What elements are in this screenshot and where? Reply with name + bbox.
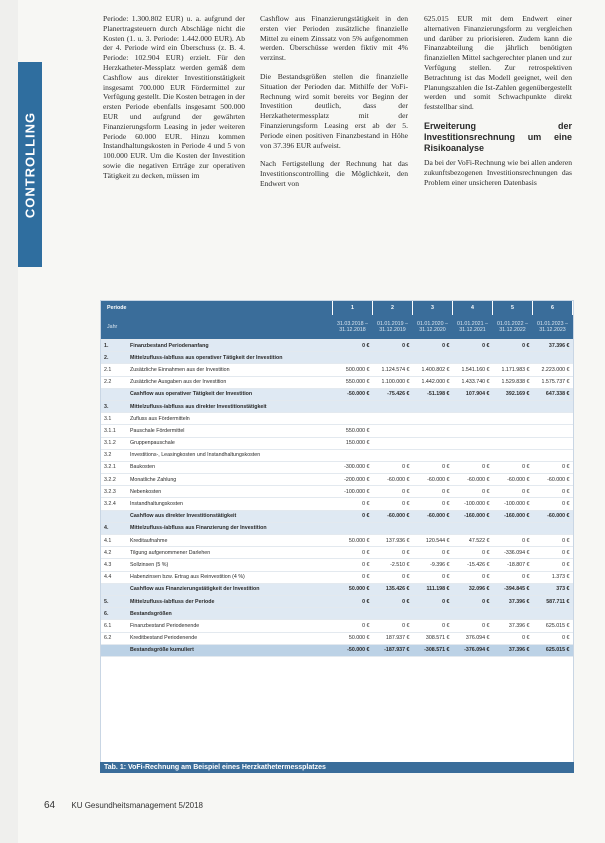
row-number: 3.2.4 — [101, 498, 127, 510]
date-4: 01.01.2021 – 31.12.2021 — [453, 315, 493, 340]
cell-value: 550.000 € — [333, 425, 373, 437]
cell-value: 376.094 € — [453, 632, 493, 644]
date-2: 01.01.2019 – 31.12.2019 — [373, 315, 413, 340]
cell-value: 0 € — [453, 571, 493, 583]
row-number: 3.2 — [101, 449, 127, 461]
paragraph: Die Bestandsgrößen stellen die finanzielle Situation der Perioden dar. Mithilfe der VoFi-Rechnung wird somit bereits vor Beginn der Investition deutlich, dass der Herzkathetermessplatz mit der Finanzierungsform Leasing erst ab der 5. Periode einen positiven Finanzbestand in Höhe von 37.396 EUR aufweist. — [260, 71, 408, 150]
cell-value — [533, 413, 573, 425]
row-label: Mittelzufluss-/abfluss der Periode — [127, 595, 333, 607]
cell-value: 0 € — [533, 535, 573, 547]
cell-value: 0 € — [333, 595, 373, 607]
cell-value — [373, 425, 413, 437]
row-label: Cashflow aus direkter Investitionstätigkeit — [127, 510, 333, 522]
period-1: 1 — [333, 301, 373, 315]
cell-value: -9.396 € — [413, 559, 453, 571]
cell-value — [413, 425, 453, 437]
cell-value: 587.711 € — [533, 595, 573, 607]
cell-value — [533, 400, 573, 412]
cell-value: -50.000 € — [333, 644, 373, 656]
row-label: Sollzinsen (5 %) — [127, 559, 333, 571]
cell-value — [373, 437, 413, 449]
cell-value: 0 € — [413, 547, 453, 559]
cell-value — [533, 425, 573, 437]
cell-value: -60.000 € — [453, 474, 493, 486]
date-5: 01.01.2022 – 31.12.2022 — [493, 315, 533, 340]
page-footer — [44, 800, 203, 811]
cell-value — [493, 413, 533, 425]
paragraph: Periode: 1.300.802 EUR) u. a. aufgrund der Planertragsteuern durch Abschläge nicht die Kosten (1. u. 3. Periode: 1.442.000 EUR). Ab der 4. Periode wird ein Überschuss (z. B. 4. Periode: 102.904 EUR) erzielt. Für den Herzkatheter-Messplatz werden gemäß dem Cashflow aus direkter Investitionstätigkeit insgesamt 700.000 EUR Fördermittel zur Verfügung gestellt. Die Kosten betragen in der ersten Periode ebenfalls insgesamt 500.000 EUR und aufgrund der gewährten Finanzierungsform Leasing in jeder weiteren Periode 60.000 EUR. Hinzu kommen Instandhaltungskosten in Periode 4 und 5 von 100.000 EUR. Um die Kosten der Investition sowie die negativen Erträge zur operativen Tätigkeit zu decken, müssen im — [103, 14, 245, 180]
table-row — [101, 461, 573, 473]
row-label: Pauschale Fördermittel — [127, 425, 333, 437]
cell-value: 137.936 € — [373, 535, 413, 547]
text-column-3 — [424, 14, 572, 196]
cell-value: 0 € — [373, 571, 413, 583]
cell-value: -376.094 € — [453, 644, 493, 656]
cell-value: 1.171.983 € — [493, 364, 533, 376]
cell-value — [533, 352, 573, 364]
table-row — [101, 400, 573, 412]
table-row — [101, 571, 573, 583]
table-row — [101, 376, 573, 388]
row-label: Mittelzufluss-/abfluss aus direkter Investitionstätigkeit — [127, 400, 333, 412]
cell-value: 308.571 € — [413, 632, 453, 644]
row-number — [101, 388, 127, 400]
row-label: Zufluss aus Fördermitteln — [127, 413, 333, 425]
cell-value — [453, 413, 493, 425]
row-number: 2.1 — [101, 364, 127, 376]
cell-value: 500.000 € — [333, 364, 373, 376]
cell-value: 625.015 € — [533, 620, 573, 632]
table-row — [101, 595, 573, 607]
row-number: 3.1.2 — [101, 437, 127, 449]
cell-value: -336.094 € — [493, 547, 533, 559]
cell-value: 0 € — [333, 340, 373, 352]
cell-value: -394.845 € — [493, 583, 533, 595]
cell-value — [413, 352, 453, 364]
cell-value: -100.000 € — [333, 486, 373, 498]
cell-value: -100.000 € — [453, 498, 493, 510]
paragraph: Cashflow aus Finanzierungstätigkeit in den ersten vier Perioden zusätzliche finanzielle Mittel zu einem Zinssatz von 5% aufgenommen werden. Überschüsse werden fiktiv mit 4% verzinst. — [260, 14, 408, 63]
cell-value: 0 € — [533, 547, 573, 559]
row-label: Baukosten — [127, 461, 333, 473]
cell-value: 1.373 € — [533, 571, 573, 583]
date-1: 31.03.2018 – 31.12.2018 — [333, 315, 373, 340]
cell-value — [413, 522, 453, 534]
row-number: 4. — [101, 522, 127, 534]
cell-value: 1.442.000 € — [413, 376, 453, 388]
row-label: Bestandsgröße kumuliert — [127, 644, 333, 656]
row-label: Instandhaltungskosten — [127, 498, 333, 510]
cell-value: 150.000 € — [333, 437, 373, 449]
table-row — [101, 340, 573, 352]
cell-value — [493, 522, 533, 534]
cell-value — [453, 400, 493, 412]
cell-value: -50.000 € — [333, 388, 373, 400]
cell-value — [413, 449, 453, 461]
row-number: 3.1.1 — [101, 425, 127, 437]
cell-value — [413, 413, 453, 425]
section-tab-label: CONTROLLING — [22, 111, 38, 218]
cell-value: 392.169 € — [493, 388, 533, 400]
cell-value: 111.198 € — [413, 583, 453, 595]
cell-value — [533, 522, 573, 534]
cell-value: 0 € — [493, 632, 533, 644]
cell-value: 47.522 € — [453, 535, 493, 547]
cell-value: 1.433.740 € — [453, 376, 493, 388]
cell-value: 37.396 € — [493, 644, 533, 656]
section-tab — [18, 62, 42, 267]
cell-value: 1.400.802 € — [413, 364, 453, 376]
cell-value: 32.096 € — [453, 583, 493, 595]
row-number: 3.2.3 — [101, 486, 127, 498]
row-label: Monatliche Zahlung — [127, 474, 333, 486]
row-number: 6. — [101, 608, 127, 620]
cell-value — [413, 400, 453, 412]
cell-value: -187.937 € — [373, 644, 413, 656]
row-number: 6.2 — [101, 632, 127, 644]
table-row — [101, 644, 573, 656]
table-caption: Tab. 1: VoFi-Rechnung am Beispiel eines Herzkathetermessplatzes — [100, 762, 574, 773]
table-row — [101, 498, 573, 510]
cell-value: -160.000 € — [453, 510, 493, 522]
row-label: Cashflow aus Finanzierungstätigkeit der Investition — [127, 583, 333, 595]
row-label: Tilgung aufgenommener Darlehen — [127, 547, 333, 559]
cell-value: 625.015 € — [533, 644, 573, 656]
cell-value: 0 € — [493, 461, 533, 473]
cell-value: 1.541.160 € — [453, 364, 493, 376]
cell-value: -60.000 € — [413, 510, 453, 522]
cell-value — [413, 608, 453, 620]
row-label: Finanzbestand Periodenanfang — [127, 340, 333, 352]
row-label: Zusätzliche Ausgaben aus der Investition — [127, 376, 333, 388]
cell-value: 0 € — [413, 486, 453, 498]
table-row — [101, 583, 573, 595]
row-label: Cashflow aus operativer Tätigkeit der Investition — [127, 388, 333, 400]
table-row — [101, 425, 573, 437]
cell-value — [333, 608, 373, 620]
cell-value: 50.000 € — [333, 583, 373, 595]
period-4: 4 — [453, 301, 493, 315]
text-column-1 — [103, 14, 245, 190]
row-label: Investitions-, Leasingkosten und Instandhaltungskosten — [127, 449, 333, 461]
paragraph: Da bei der VoFi-Rechnung wie bei allen anderen zukunftsbezogenen Investitionsrechnungen das Problem einer unsicheren Datenbasis — [424, 157, 572, 187]
cell-value: 0 € — [413, 498, 453, 510]
cell-value: 0 € — [373, 498, 413, 510]
row-number — [101, 644, 127, 656]
row-label: Nebenkosten — [127, 486, 333, 498]
paragraph: Nach Fertigstellung der Rechnung hat das Investitionscontrolling die Möglichkeit, den Endwert von — [260, 159, 408, 188]
cell-value: 37.396 € — [533, 340, 573, 352]
cell-value: 0 € — [373, 486, 413, 498]
cell-value: 0 € — [413, 340, 453, 352]
cell-value: 1.575.737 € — [533, 376, 573, 388]
row-number: 2.2 — [101, 376, 127, 388]
cell-value — [493, 352, 533, 364]
cell-value: 0 € — [453, 547, 493, 559]
row-number: 3.2.2 — [101, 474, 127, 486]
cell-value: 1.100.000 € — [373, 376, 413, 388]
cell-value: 50.000 € — [333, 535, 373, 547]
cell-value: 0 € — [333, 498, 373, 510]
paragraph: 625.015 EUR mit dem Endwert einer alternativen Finanzierungsform zu vergleichen und darüber zu priorisieren. Zudem kann die Finanzabteilung die jährlich benötigten finanziellen Mittel sachgerechter planen und zur Verfügung stellen. Zur retrospektiven Betrachtung ist das Modell geeignet, weil den Planungszahlen die Ist-Zahlen gegenübergestellt werden und somit Schwachpunkte direkt feststellbar sind. — [424, 14, 572, 112]
cell-value: 0 € — [333, 571, 373, 583]
cell-value: -160.000 € — [493, 510, 533, 522]
table-row — [101, 522, 573, 534]
cell-value: -60.000 € — [533, 474, 573, 486]
cell-value: 1.529.838 € — [493, 376, 533, 388]
cell-value: 0 € — [533, 498, 573, 510]
year-label: Jahr — [101, 315, 333, 340]
cell-value: -60.000 € — [373, 474, 413, 486]
row-number: 6.1 — [101, 620, 127, 632]
cell-value: 550.000 € — [333, 376, 373, 388]
row-number — [101, 510, 127, 522]
row-label: Zusätzliche Einnahmen aus der Investition — [127, 364, 333, 376]
cell-value: 0 € — [453, 595, 493, 607]
cell-value: -60.000 € — [373, 510, 413, 522]
table-row — [101, 364, 573, 376]
cell-value — [373, 608, 413, 620]
cell-value: 0 € — [373, 547, 413, 559]
cell-value — [453, 449, 493, 461]
period-header-row — [101, 301, 573, 315]
row-label: Gruppenpauschale — [127, 437, 333, 449]
cell-value — [493, 400, 533, 412]
cell-value: 0 € — [413, 571, 453, 583]
cell-value — [533, 449, 573, 461]
cell-value — [333, 400, 373, 412]
cell-value: -15.426 € — [453, 559, 493, 571]
period-2: 2 — [373, 301, 413, 315]
period-label: Periode — [101, 301, 333, 315]
row-label: Habenzinsen bzw. Ertrag aus Reinvestition (4 %) — [127, 571, 333, 583]
cell-value: -2.510 € — [373, 559, 413, 571]
cell-value: 0 € — [493, 486, 533, 498]
table-row — [101, 413, 573, 425]
cell-value — [373, 522, 413, 534]
table-row — [101, 547, 573, 559]
table-row — [101, 486, 573, 498]
table-row — [101, 620, 573, 632]
table-row — [101, 388, 573, 400]
row-label: Mittelzufluss-/abfluss aus operativer Tätigkeit der Investition — [127, 352, 333, 364]
cell-value: 0 € — [373, 595, 413, 607]
cell-value — [453, 425, 493, 437]
cell-value — [333, 352, 373, 364]
section-heading: Erweiterung der Investitionsrechnung um eine Risikoanalyse — [424, 120, 572, 153]
table-row — [101, 474, 573, 486]
table-row — [101, 632, 573, 644]
table-row — [101, 449, 573, 461]
cell-value: 0 € — [333, 559, 373, 571]
table-row — [101, 352, 573, 364]
cell-value: 0 € — [453, 486, 493, 498]
cell-value: -75.426 € — [373, 388, 413, 400]
cell-value — [453, 437, 493, 449]
table-row — [101, 608, 573, 620]
cell-value: -60.000 € — [413, 474, 453, 486]
cell-value: 187.937 € — [373, 632, 413, 644]
cell-value: -51.198 € — [413, 388, 453, 400]
cell-value: -308.571 € — [413, 644, 453, 656]
cell-value: -100.000 € — [493, 498, 533, 510]
period-3: 3 — [413, 301, 453, 315]
row-number: 3.2.1 — [101, 461, 127, 473]
cell-value: 107.904 € — [453, 388, 493, 400]
cell-value: 37.396 € — [493, 620, 533, 632]
cell-value — [373, 400, 413, 412]
cell-value: 0 € — [533, 461, 573, 473]
cell-value — [493, 449, 533, 461]
cell-value — [333, 449, 373, 461]
row-number: 4.1 — [101, 535, 127, 547]
cell-value: -18.807 € — [493, 559, 533, 571]
cell-value: 50.000 € — [333, 632, 373, 644]
cell-value — [493, 437, 533, 449]
cell-value: 37.396 € — [493, 595, 533, 607]
cell-value: -300.000 € — [333, 461, 373, 473]
cell-value: 0 € — [373, 620, 413, 632]
cell-value — [493, 608, 533, 620]
cell-value — [453, 608, 493, 620]
cell-value: 0 € — [413, 461, 453, 473]
text-column-2 — [260, 14, 408, 198]
cell-value: 0 € — [533, 559, 573, 571]
page-number: 64 — [44, 800, 56, 811]
cell-value — [453, 522, 493, 534]
cell-value: 0 € — [453, 340, 493, 352]
cell-value — [373, 413, 413, 425]
cell-value: 0 € — [533, 486, 573, 498]
period-5: 5 — [493, 301, 533, 315]
table-row — [101, 535, 573, 547]
cell-value — [373, 449, 413, 461]
cell-value — [333, 413, 373, 425]
cell-value: 0 € — [453, 461, 493, 473]
cell-value: 0 € — [333, 547, 373, 559]
row-number: 1. — [101, 340, 127, 352]
row-number: 3. — [101, 400, 127, 412]
cell-value: 0 € — [493, 340, 533, 352]
cell-value: -200.000 € — [333, 474, 373, 486]
table-row — [101, 510, 573, 522]
cell-value: 0 € — [493, 571, 533, 583]
journal-name: KU Gesundheitsmanagement 5/2018 — [71, 801, 203, 810]
cell-value: 0 € — [373, 340, 413, 352]
row-label: Kreditaufnahme — [127, 535, 333, 547]
cell-value — [413, 437, 453, 449]
cell-value: 0 € — [533, 632, 573, 644]
cell-value: -60.000 € — [533, 510, 573, 522]
cell-value — [453, 352, 493, 364]
cell-value: 0 € — [453, 620, 493, 632]
cell-value: 373 € — [533, 583, 573, 595]
cell-value: 0 € — [373, 461, 413, 473]
cell-value — [493, 425, 533, 437]
date-6: 01.01.2023 – 31.12.2023 — [533, 315, 573, 340]
cell-value: -60.000 € — [493, 474, 533, 486]
row-label: Bestandsgrößen — [127, 608, 333, 620]
cell-value — [533, 608, 573, 620]
cell-value: 0 € — [413, 620, 453, 632]
row-number: 3.1 — [101, 413, 127, 425]
row-number — [101, 583, 127, 595]
cell-value: 0 € — [333, 510, 373, 522]
period-6: 6 — [533, 301, 573, 315]
row-label: Finanzbestand Periodenende — [127, 620, 333, 632]
row-number: 4.3 — [101, 559, 127, 571]
cell-value: 0 € — [413, 595, 453, 607]
cell-value: 1.124.574 € — [373, 364, 413, 376]
row-number: 4.4 — [101, 571, 127, 583]
cell-value — [373, 352, 413, 364]
cell-value: 2.223.000 € — [533, 364, 573, 376]
cell-value: 647.338 € — [533, 388, 573, 400]
row-number: 5. — [101, 595, 127, 607]
cell-value: 0 € — [333, 620, 373, 632]
cell-value: 135.426 € — [373, 583, 413, 595]
row-label: Mittelzufluss-/abfluss aus Finanzierung der Investition — [127, 522, 333, 534]
row-number: 4.2 — [101, 547, 127, 559]
table-row — [101, 437, 573, 449]
date-header-row — [101, 315, 573, 340]
cell-value: 0 € — [493, 535, 533, 547]
row-number: 2. — [101, 352, 127, 364]
row-label: Kreditbestand Periodenende — [127, 632, 333, 644]
cell-value — [533, 437, 573, 449]
cell-value: 120.544 € — [413, 535, 453, 547]
cell-value — [333, 522, 373, 534]
table-row — [101, 559, 573, 571]
date-3: 01.01.2020 – 31.12.2020 — [413, 315, 453, 340]
vofi-table — [100, 300, 574, 772]
